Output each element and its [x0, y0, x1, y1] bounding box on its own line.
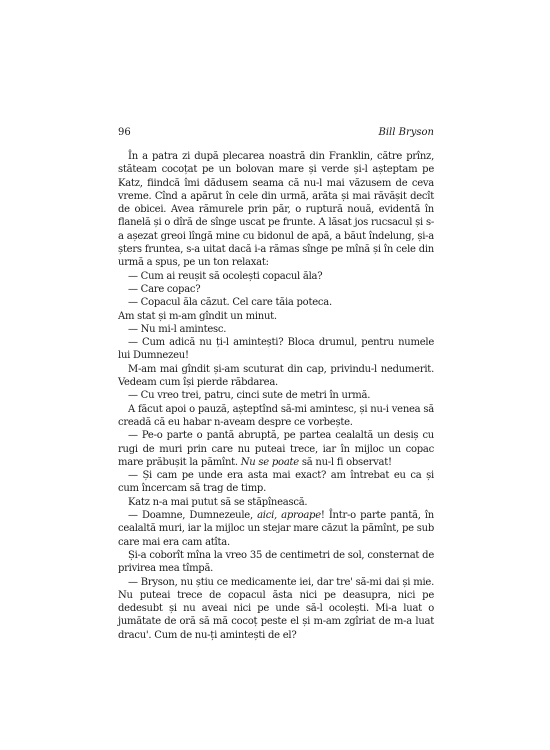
- dialogue-line: — Cum ai reușit să ocolești copacul ăla?: [128, 270, 323, 282]
- page-number: 96: [118, 127, 131, 138]
- emphasized-text: aici, aproape: [257, 510, 321, 522]
- dialogue-text: — Pe-o parte o pantă abruptă, pe partea cealaltă un desiș cu rugi de muri prin care nu puteai trece, iar în mijloc un copac mare prăbușit la pămînt.: [118, 430, 434, 468]
- dialogue-text: — Doamne, Dumnezeule,: [128, 510, 253, 522]
- running-head-author: Bill Bryson: [378, 127, 434, 138]
- paragraph: Am stat și m-am gîndit un minut.: [118, 310, 277, 322]
- dialogue-line: — Nu mi-l amintesc.: [128, 323, 227, 335]
- dialogue-line: — Cu vreo trei, patru, cinci sute de metri în urmă.: [128, 390, 371, 402]
- paragraph: Și-a coborît mîna la vreo 35 de centimetri de sol, consternat de privirea mea tîmpă.: [118, 549, 434, 575]
- page-header: [118, 127, 434, 141]
- paragraph: În a patra zi după plecarea noastră din Franklin, către prînz, stăteam cocoțat pe un bolovan mare și verde și-l așteptam pe Katz, fiindcă îmi dădusem seama că nu-l mai văzusem de ceva vreme. Cînd a apărut în cele din urmă, arăta și mai răvășit decît de obicei. Avea rămurele prin păr, o ruptură nouă, evidentă în flanelă și o dîră de sînge uscat pe frunte. A lăsat jos rucsacul și s-a așezat greoi lîngă mine cu bidonul de apă, a băut îndelung, și-a șters fruntea, s-a uitat dacă i-a rămas sînge pe mînă și în cele din urmă a spus, pe un ton relaxat:: [118, 151, 434, 269]
- dialogue-text-tail: să nu-l fi observat!: [298, 456, 392, 468]
- dialogue-line: — Bryson, nu știu ce medicamente iei, dar tre' să-mi dai și mie. Nu puteai trece de copacul ăsta nici pe deasupra, nici pe dedesubt și nu aveai nici pe unde să-l ocolești. Mi-a luat o jumătate de oră să mă cocoț peste el și m-am zgîriat de m-a luat dracu'. Cum de nu-ți amintești de el?: [118, 576, 434, 641]
- dialogue-line: — Care copac?: [128, 283, 201, 295]
- paragraph: M-am mai gîndit și-am scuturat din cap, privindu-l nedumerit. Vedeam cum își pierde răbdarea.: [118, 363, 434, 389]
- dialogue-line: [118, 509, 434, 549]
- dialogue-line: — Cum adică nu ți-l amintești? Bloca drumul, pentru numele lui Dumnezeu!: [118, 337, 434, 362]
- dialogue-text-tail: ! Într-o parte pantă, în cealaltă muri, iar la mijloc un stejar mare căzut la pămînt, pe sub care mai era cam atîta.: [118, 510, 434, 548]
- paragraph: Katz n-a mai putut să se stăpînească.: [128, 496, 308, 508]
- dialogue-line: [118, 429, 434, 469]
- emphasized-text: Nu se poate: [240, 456, 299, 468]
- dialogue-line: — Copacul ăla căzut. Cel care tăia poteca.: [128, 297, 332, 309]
- dialogue-line: — Și cam pe unde era asta mai exact? am întrebat eu ca și cum încercam să trag de timp.: [118, 470, 434, 495]
- page-body-text: [118, 150, 434, 642]
- paragraph: A făcut apoi o pauză, așteptînd să-mi amintesc, și nu-i venea să creadă că eu habar n-aveam despre ce vorbește.: [118, 403, 434, 428]
